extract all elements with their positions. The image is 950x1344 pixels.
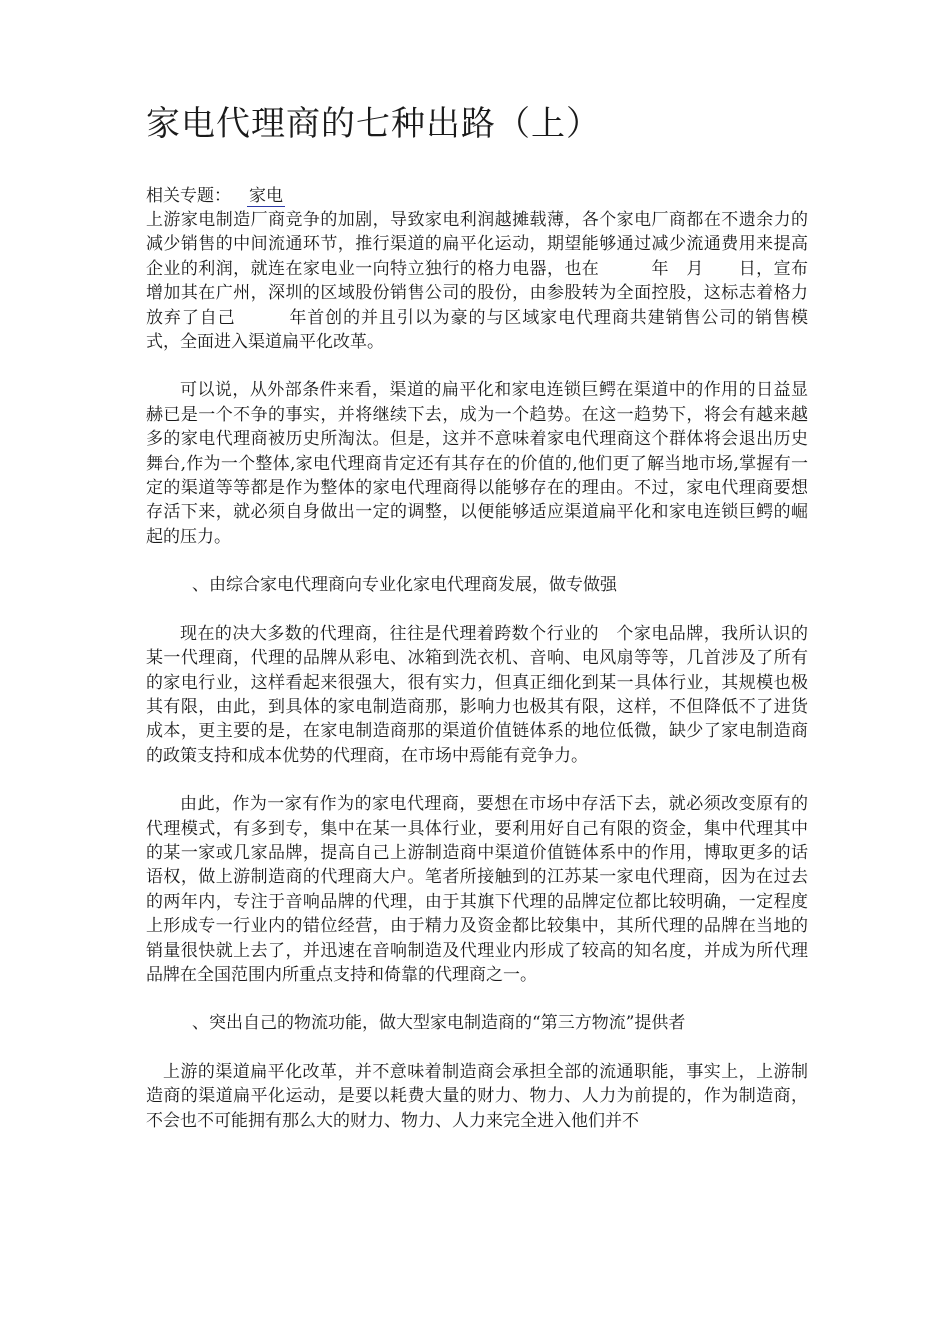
- paragraph-current-situation: 现在的决大多数的代理商，往往是代理着跨数个行业的 个家电品牌，我所认识的某一代理商，代理的品牌从彩电、冰箱到洗衣机、音响、电风扇等等，几首涉及了所有的家电行业，这样看起来很强大，很有实力，但真正细化到某一具体行业，其规模也极其有限，由此，到具体的家电制造商那，影响力也极其有限，这样，不但降低不了进货成本，更主要的是，在家电制造商那的渠道价值链体系的地位低微，缺少了家电制造商的政策支持和成本优势的代理商，在市场中焉能有竞争力。: [146, 623, 808, 766]
- spacer: [146, 598, 808, 622]
- spacer: [146, 354, 808, 378]
- spacer: [146, 987, 808, 1011]
- related-topic-link[interactable]: 家电: [249, 186, 283, 206]
- document-page: [146, 96, 808, 1133]
- related-topic-label: 相关专题：: [146, 186, 231, 206]
- related-topic-line: [146, 184, 808, 208]
- spacer: [146, 768, 808, 792]
- document-title: 家电代理商的七种出路（上）: [146, 104, 601, 144]
- section-heading-2: 、突出自己的物流功能，做大型家电制造商的“第三方物流”提供者: [192, 1013, 686, 1034]
- section-heading-1: 、由综合家电代理商向专业化家电代理商发展，做专做强: [192, 575, 617, 596]
- paragraph-intro: 上游家电制造厂商竞争的加剧，导致家电利润越摊载薄，各个家电厂商都在不遗余力的减少销售的中间流通环节，推行渠道的扁平化运动，期望能够通过减少流通费用来提高企业的利润，就连在家电业一向特立独行的格力电器，也在 年 月 日，宣布增加其在广州，深圳的区域股份销售公司的股份，由参股转为全面控股，这标志着格力放弃了自己 年首创的并且引以为豪的与区域家电代理商共建销售公司的销售模式，全面进入渠道扁平化改革。: [146, 210, 808, 353]
- paragraph-specialization: 由此，作为一家有作为的家电代理商，要想在市场中存活下去，就必须改变原有的代理模式，有多到专，集中在某一具体行业，要利用好自己有限的资金，集中代理其中的某一家或几家品牌，提高自己上游制造商中渠道价值链体系中的作用，博取更多的话语权，做上游制造商的代理商大户。笔者所接触到的江苏某一家电代理商，因为在过去的两年内，专注于音响品牌的代理，由于其旗下代理的品牌定位都比较明确，一定程度上形成专一行业内的错位经营，由于精力及资金都比较集中，其所代理的品牌在当地的销量很快就上去了，并迅速在音响制造及代理业内形成了较高的知名度，并成为所代理品牌在全国范围内所重点支持和倚靠的代理商之一。: [146, 794, 808, 985]
- paragraph-logistics: 上游的渠道扁平化改革，并不意味着制造商会承担全部的流通职能，事实上，上游制造商的渠道扁平化运动，是要以耗费大量的财力、物力、人力为前提的，作为制造商，不会也不可能拥有那么大的财力、物力、人力来完全进入他们并不: [146, 1061, 808, 1131]
- spacer: [146, 1036, 808, 1060]
- spacer: [146, 549, 808, 573]
- paragraph-outlook: 可以说，从外部条件来看，渠道的扁平化和家电连锁巨鳄在渠道中的作用的日益显赫已是一个不争的事实，并将继续下去，成为一个趋势。在这一趋势下，将会有越来越多的家电代理商被历史所淘汰。但是，这并不意味着家电代理商这个群体将会退出历史舞台,作为一个整体,家电代理商肯定还有其存在的价值的,他们更了解当地市场,掌握有一定的渠道等等都是作为整体的家电代理商得以能够存在的理由。不过，家电代理商要想存活下来，就必须自身做出一定的调整，以便能够适应渠道扁平化和家电连锁巨鳄的崛起的压力。: [146, 380, 808, 547]
